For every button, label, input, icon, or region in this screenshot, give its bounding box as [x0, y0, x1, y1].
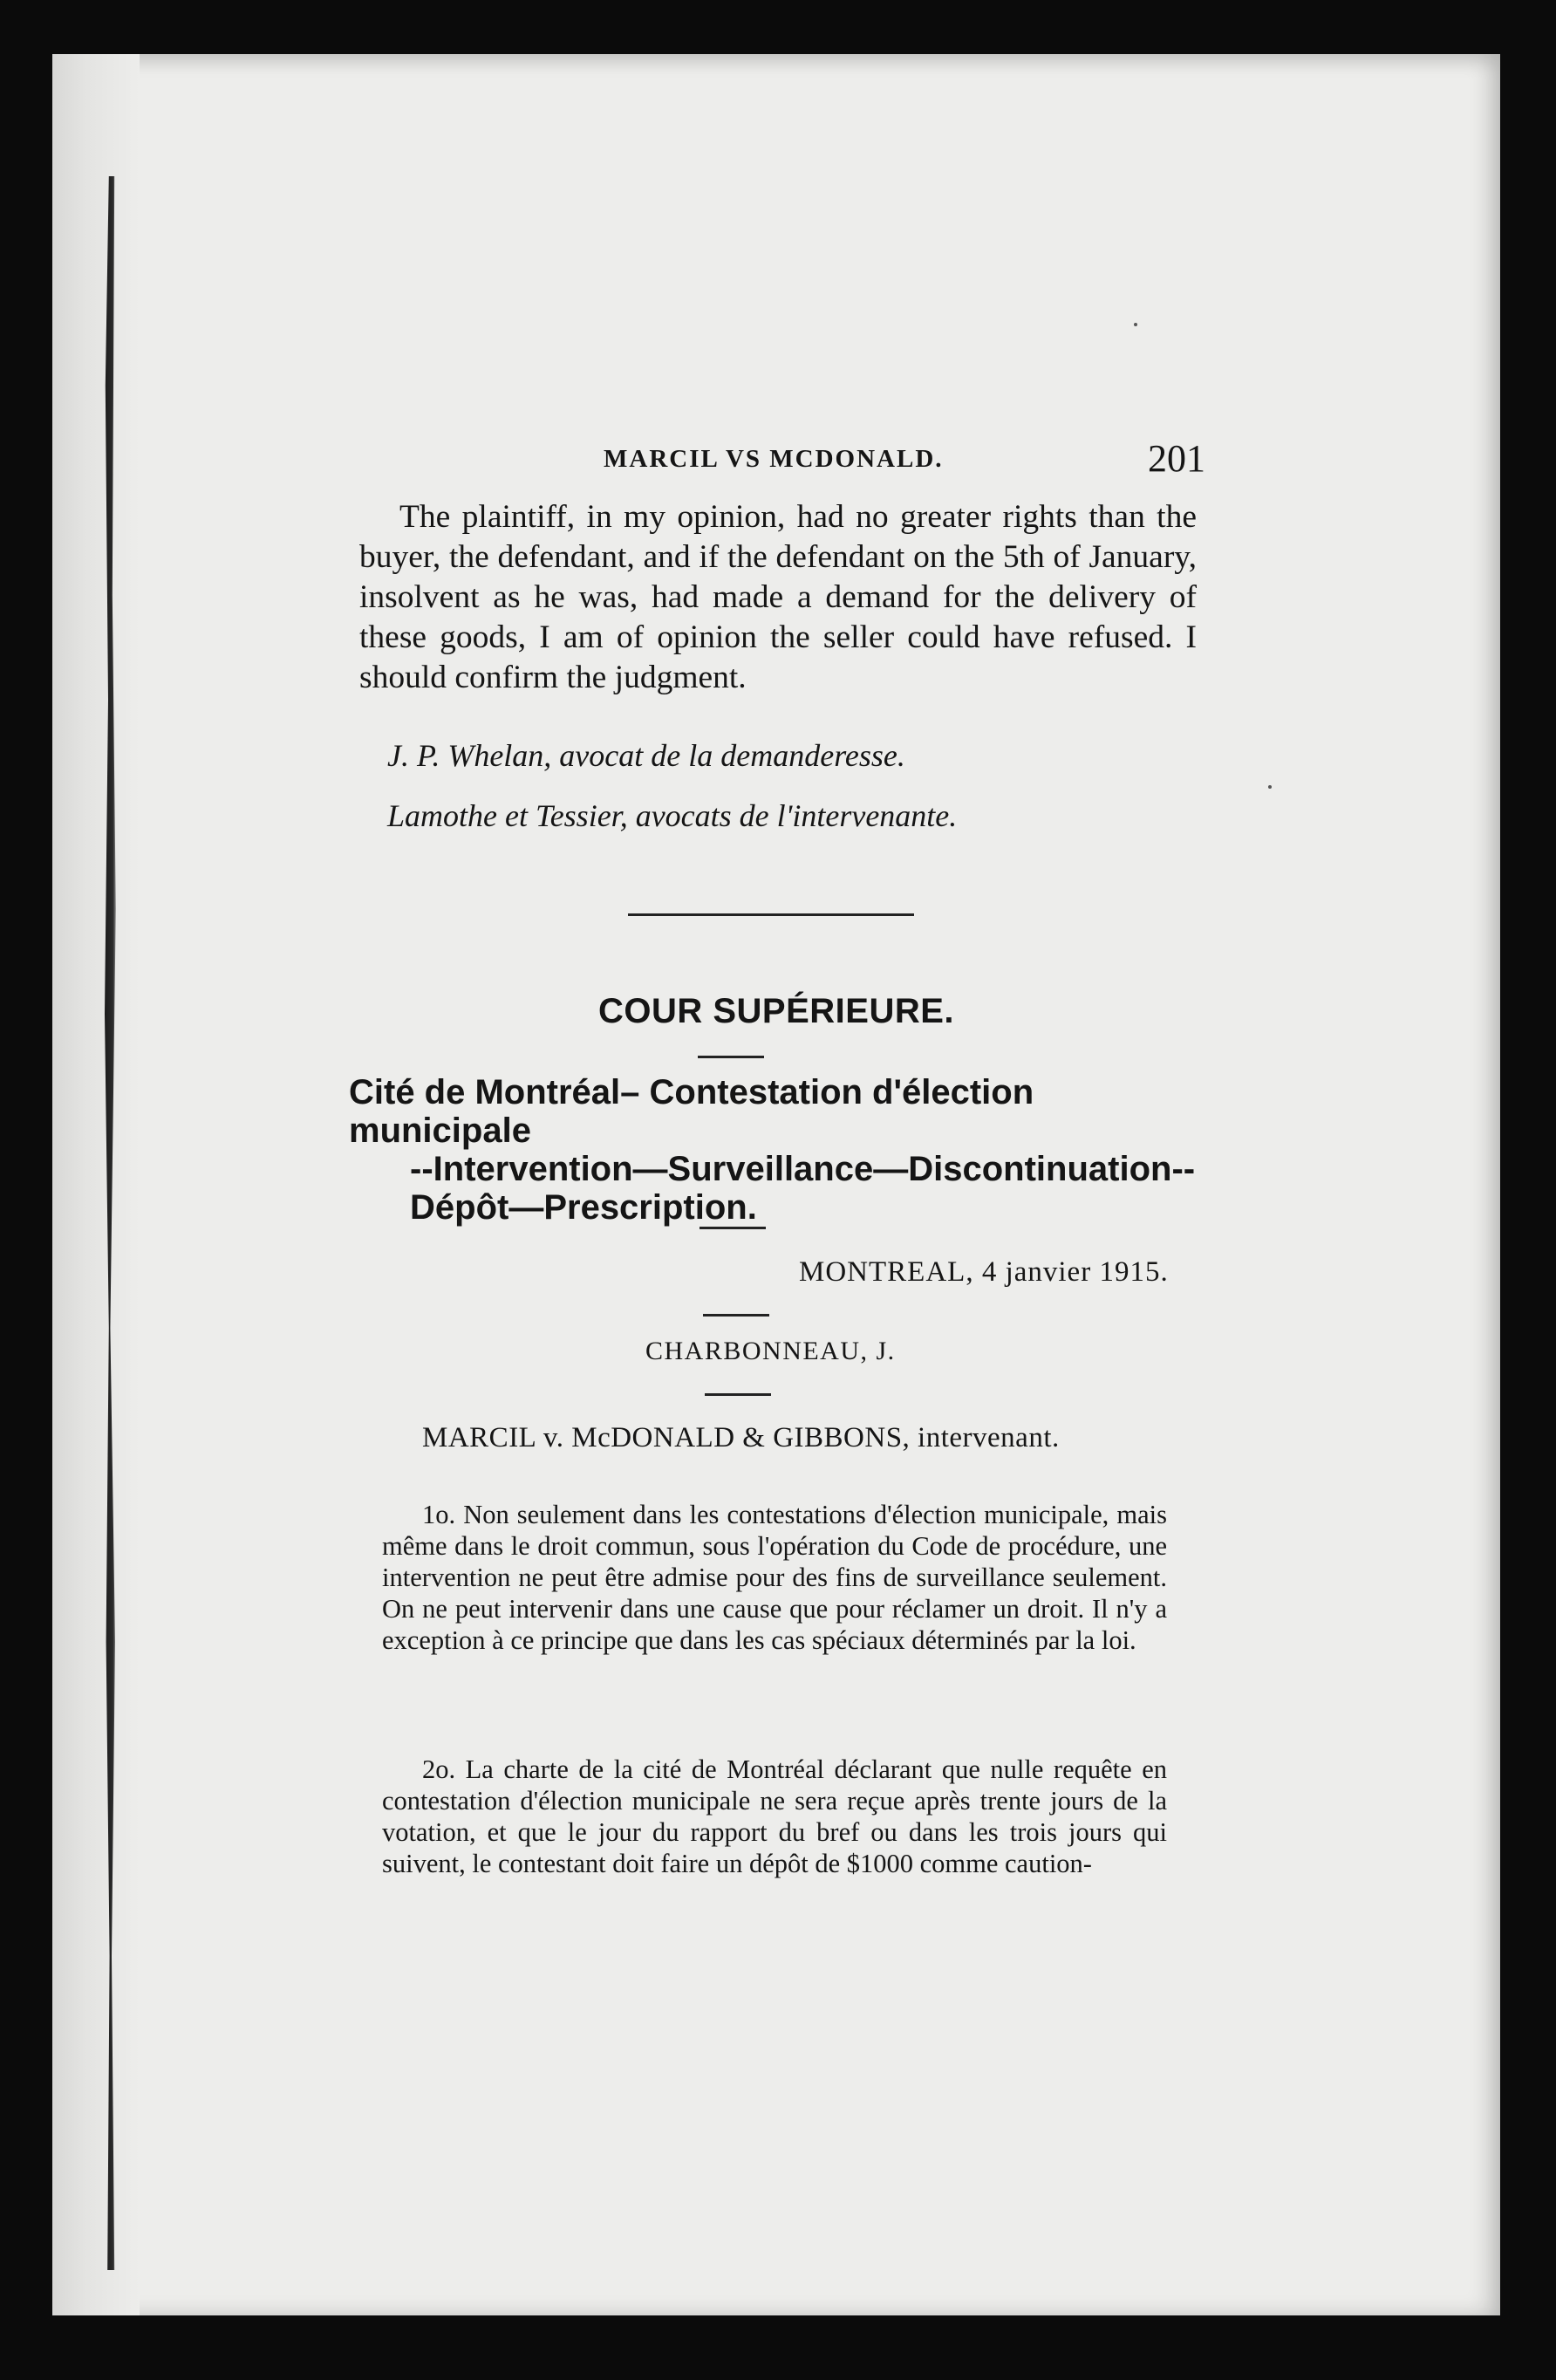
section-divider — [628, 913, 914, 916]
headnote-1: 1o. Non seulement dans les contestations d'élection municipale, mais même dans le droit commun, sous l'opération du Code de procédure, une intervention ne peut être admise pour des fins de surveillance seulement. On ne peut intervenir dans une cause que pour réclamer un droit. Il n'y a exception à ce principe que dans les cas spéciaux déterminés par la loi. — [382, 1500, 1167, 1655]
page-gutter — [52, 54, 140, 2315]
paper-speck — [1134, 323, 1137, 326]
headnote-2: 2o. La charte de la cité de Montréal déclarant que nulle requête en contestation d'élection municipale ne sera reçue après trente jours de la votation, et que le jour du rapport du bref ou dans les trois jours qui suivent, le contestant doit faire un dépôt de $1000 comme caution- — [382, 1754, 1167, 1878]
page-number: 201 — [1148, 437, 1205, 480]
case-title-line-2: --Intervention—Surveillance—Discontinuation-- — [410, 1150, 1196, 1188]
decision-date: MONTREAL, 4 janvier 1915. — [799, 1256, 1169, 1288]
short-rule — [705, 1393, 771, 1396]
judge-name: CHARBONNEAU, J. — [645, 1337, 896, 1365]
court-heading: COUR SUPÉRIEURE. — [597, 992, 955, 1030]
case-parties: MARCIL v. McDONALD & GIBBONS, intervenant. — [422, 1422, 1060, 1453]
short-rule — [700, 1227, 766, 1229]
case-title — [349, 1073, 1204, 1227]
opening-paragraph: The plaintiff, in my opinion, had no greater rights than the buyer, the defendant, and if the defendant on the 5th of January, insolvent as he was, had made a demand for the delivery of these goods, I am of opinion the seller could have refused. I should confirm the judgment. — [359, 499, 1197, 695]
running-head: MARCIL VS MCDONALD. — [604, 445, 944, 473]
paper-speck — [1268, 785, 1272, 789]
short-rule — [703, 1314, 769, 1317]
short-rule — [698, 1056, 764, 1058]
attorney-plaintiff: J. P. Whelan, avocat de la demanderesse. — [387, 738, 905, 773]
case-title-line-3: Dépôt—Prescription. — [410, 1188, 757, 1227]
document-page — [52, 54, 1500, 2315]
case-title-line-1: Cité de Montréal– Contestation d'élection municipale — [349, 1073, 1034, 1150]
attorney-intervenant: Lamothe et Tessier, avocats de l'intervenante. — [387, 798, 958, 833]
